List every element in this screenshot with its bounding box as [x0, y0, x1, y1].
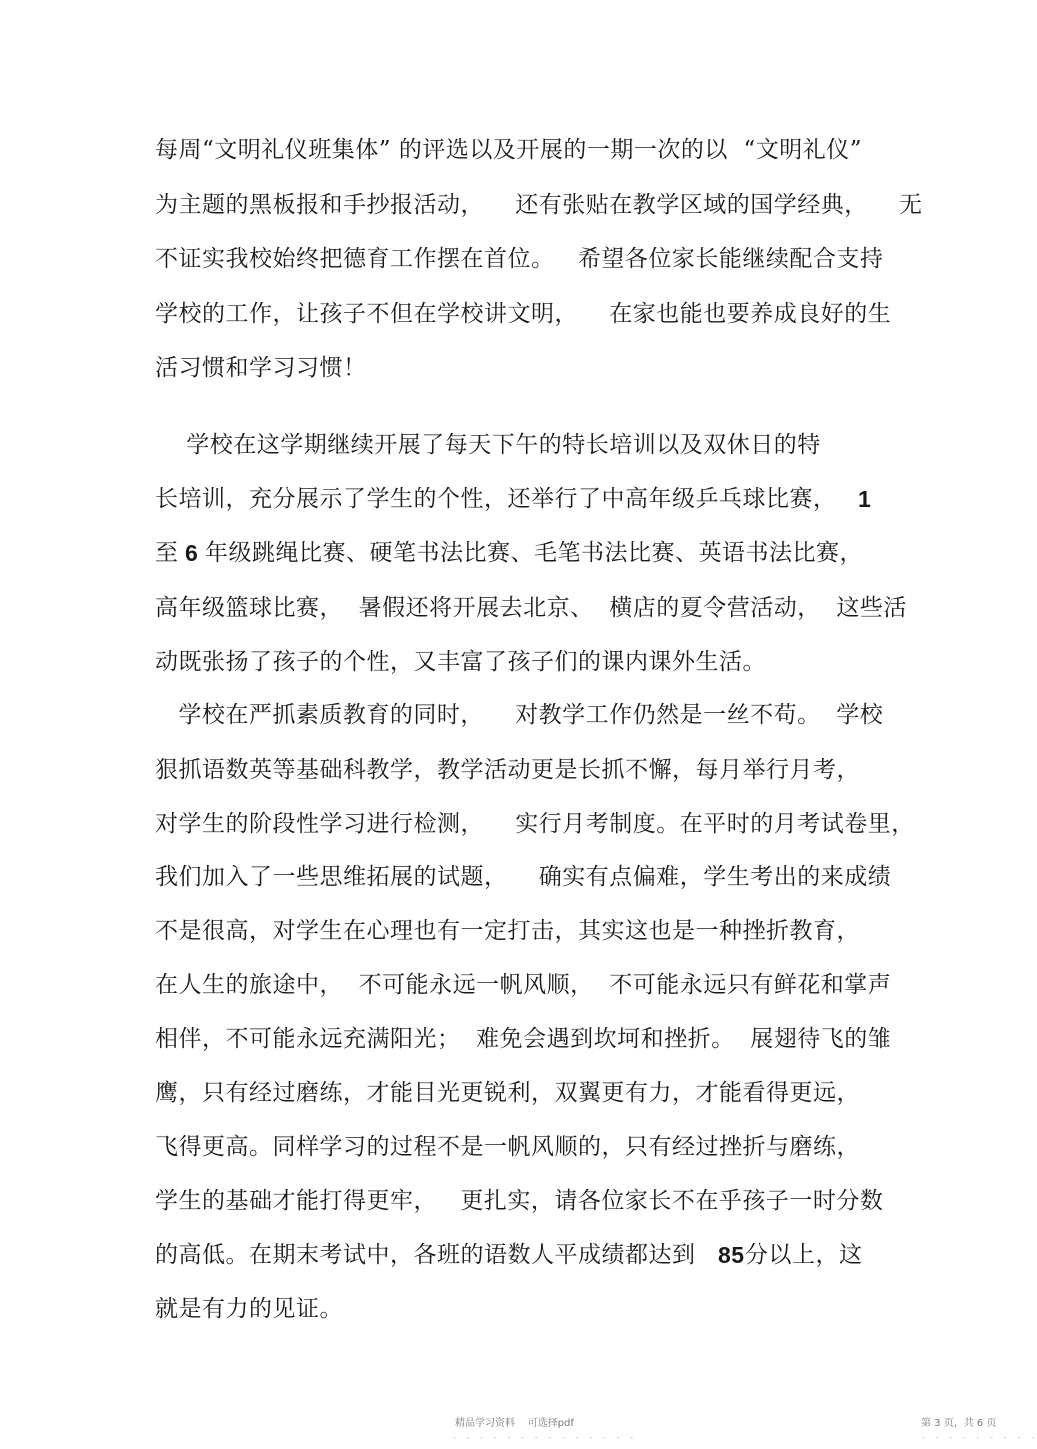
text-line-20: 学生的基础才能打得更牢， 更扎实，请各位家长不在乎孩子一时分数 [155, 1188, 884, 1214]
text-line-15: 不是很高，对学生在心理也有一定打击，其实这也是一种挫折教育， [155, 918, 860, 944]
text-line-21a: 的高低。在期末考试中，各班的语数人平成绩都达到 [155, 1242, 696, 1268]
text-line-13: 对学生的阶段性学习进行检测， 实行月考制度。在平时的月考试卷里， [155, 811, 915, 837]
text-line-4: 学校的工作，让孩子不但在学校讲文明， 在家也能也要养成良好的生 [155, 301, 892, 327]
text-line-18: 鹰，只有经过磨练，才能目光更锐利，双翼更有力，才能看得更远， [155, 1080, 860, 1106]
text-line-7: 长培训，充分展示了学生的个性，还举行了中高年级乒乓球比赛， [155, 486, 837, 512]
text-line-21b: 分以上，这 [745, 1242, 863, 1268]
text-line-22: 就是有力的见证。 [155, 1296, 343, 1322]
text-line-19: 飞得更高。同样学习的过程不是一帆风顺的，只有经过挫折与磨练， [155, 1134, 860, 1160]
text-line-8b: 年级跳绳比赛、硬笔书法比赛、毛笔书法比赛、英语书法比赛， [205, 540, 863, 566]
text-line-6: 学校在这学期继续开展了每天下午的特长培训以及双休日的特 [155, 432, 821, 458]
text-line-17: 相伴，不可能永远充满阳光； 难免会遇到坎坷和挫折。 展翅待飞的雏 [155, 1026, 892, 1052]
text-line-9: 高年级篮球比赛， 暑假还将开展去北京、 横店的夏令营活动， 这些活 [155, 595, 907, 621]
text-line-14: 我们加入了一些思维拓展的试题， 确实有点偏难，学生考出的来成绩 [155, 864, 892, 890]
number-85: 85 [718, 1242, 745, 1268]
text-line-10: 动既张扬了孩子的个性，又丰富了孩子们的课内课外生活。 [155, 649, 766, 675]
footer-left-label: 精品学习资料 可选择pdf [455, 1418, 574, 1429]
text-line-3: 不证实我校始终把德育工作摆在首位。 希望各位家长能继续配合支持 [155, 246, 884, 272]
footer-right-dots: - - - - - - - - - [921, 1433, 1037, 1442]
text-line-11: 学校在严抓素质教育的同时， 对教学工作仍然是一丝不苟。 学校 [155, 702, 884, 728]
text-line-1: 每周“文明礼仪班集体” 的评选以及开展的一期一次的以 “文明礼仪” [155, 137, 862, 163]
page-number-label: 第 3 页，共 6 页 [921, 1418, 997, 1429]
text-line-12: 狠抓语数英等基础科教学，教学活动更是长抓不懈，每月举行月考， [155, 757, 860, 783]
text-line-5: 活习惯和学习习惯！ [155, 355, 367, 381]
text-line-16: 在人生的旅途中， 不可能永远一帆风顺， 不可能永远只有鲜花和掌声 [155, 972, 892, 998]
text-line-8a: 至 [155, 540, 179, 566]
number-1: 1 [858, 486, 872, 512]
number-6: 6 [185, 540, 199, 566]
text-line-2: 为主题的黑板报和手抄报活动， 还有张贴在教学区域的国学经典， 无 [155, 192, 923, 218]
footer-left-dots: - - - - - - - - - - - - - - [452, 1433, 637, 1442]
